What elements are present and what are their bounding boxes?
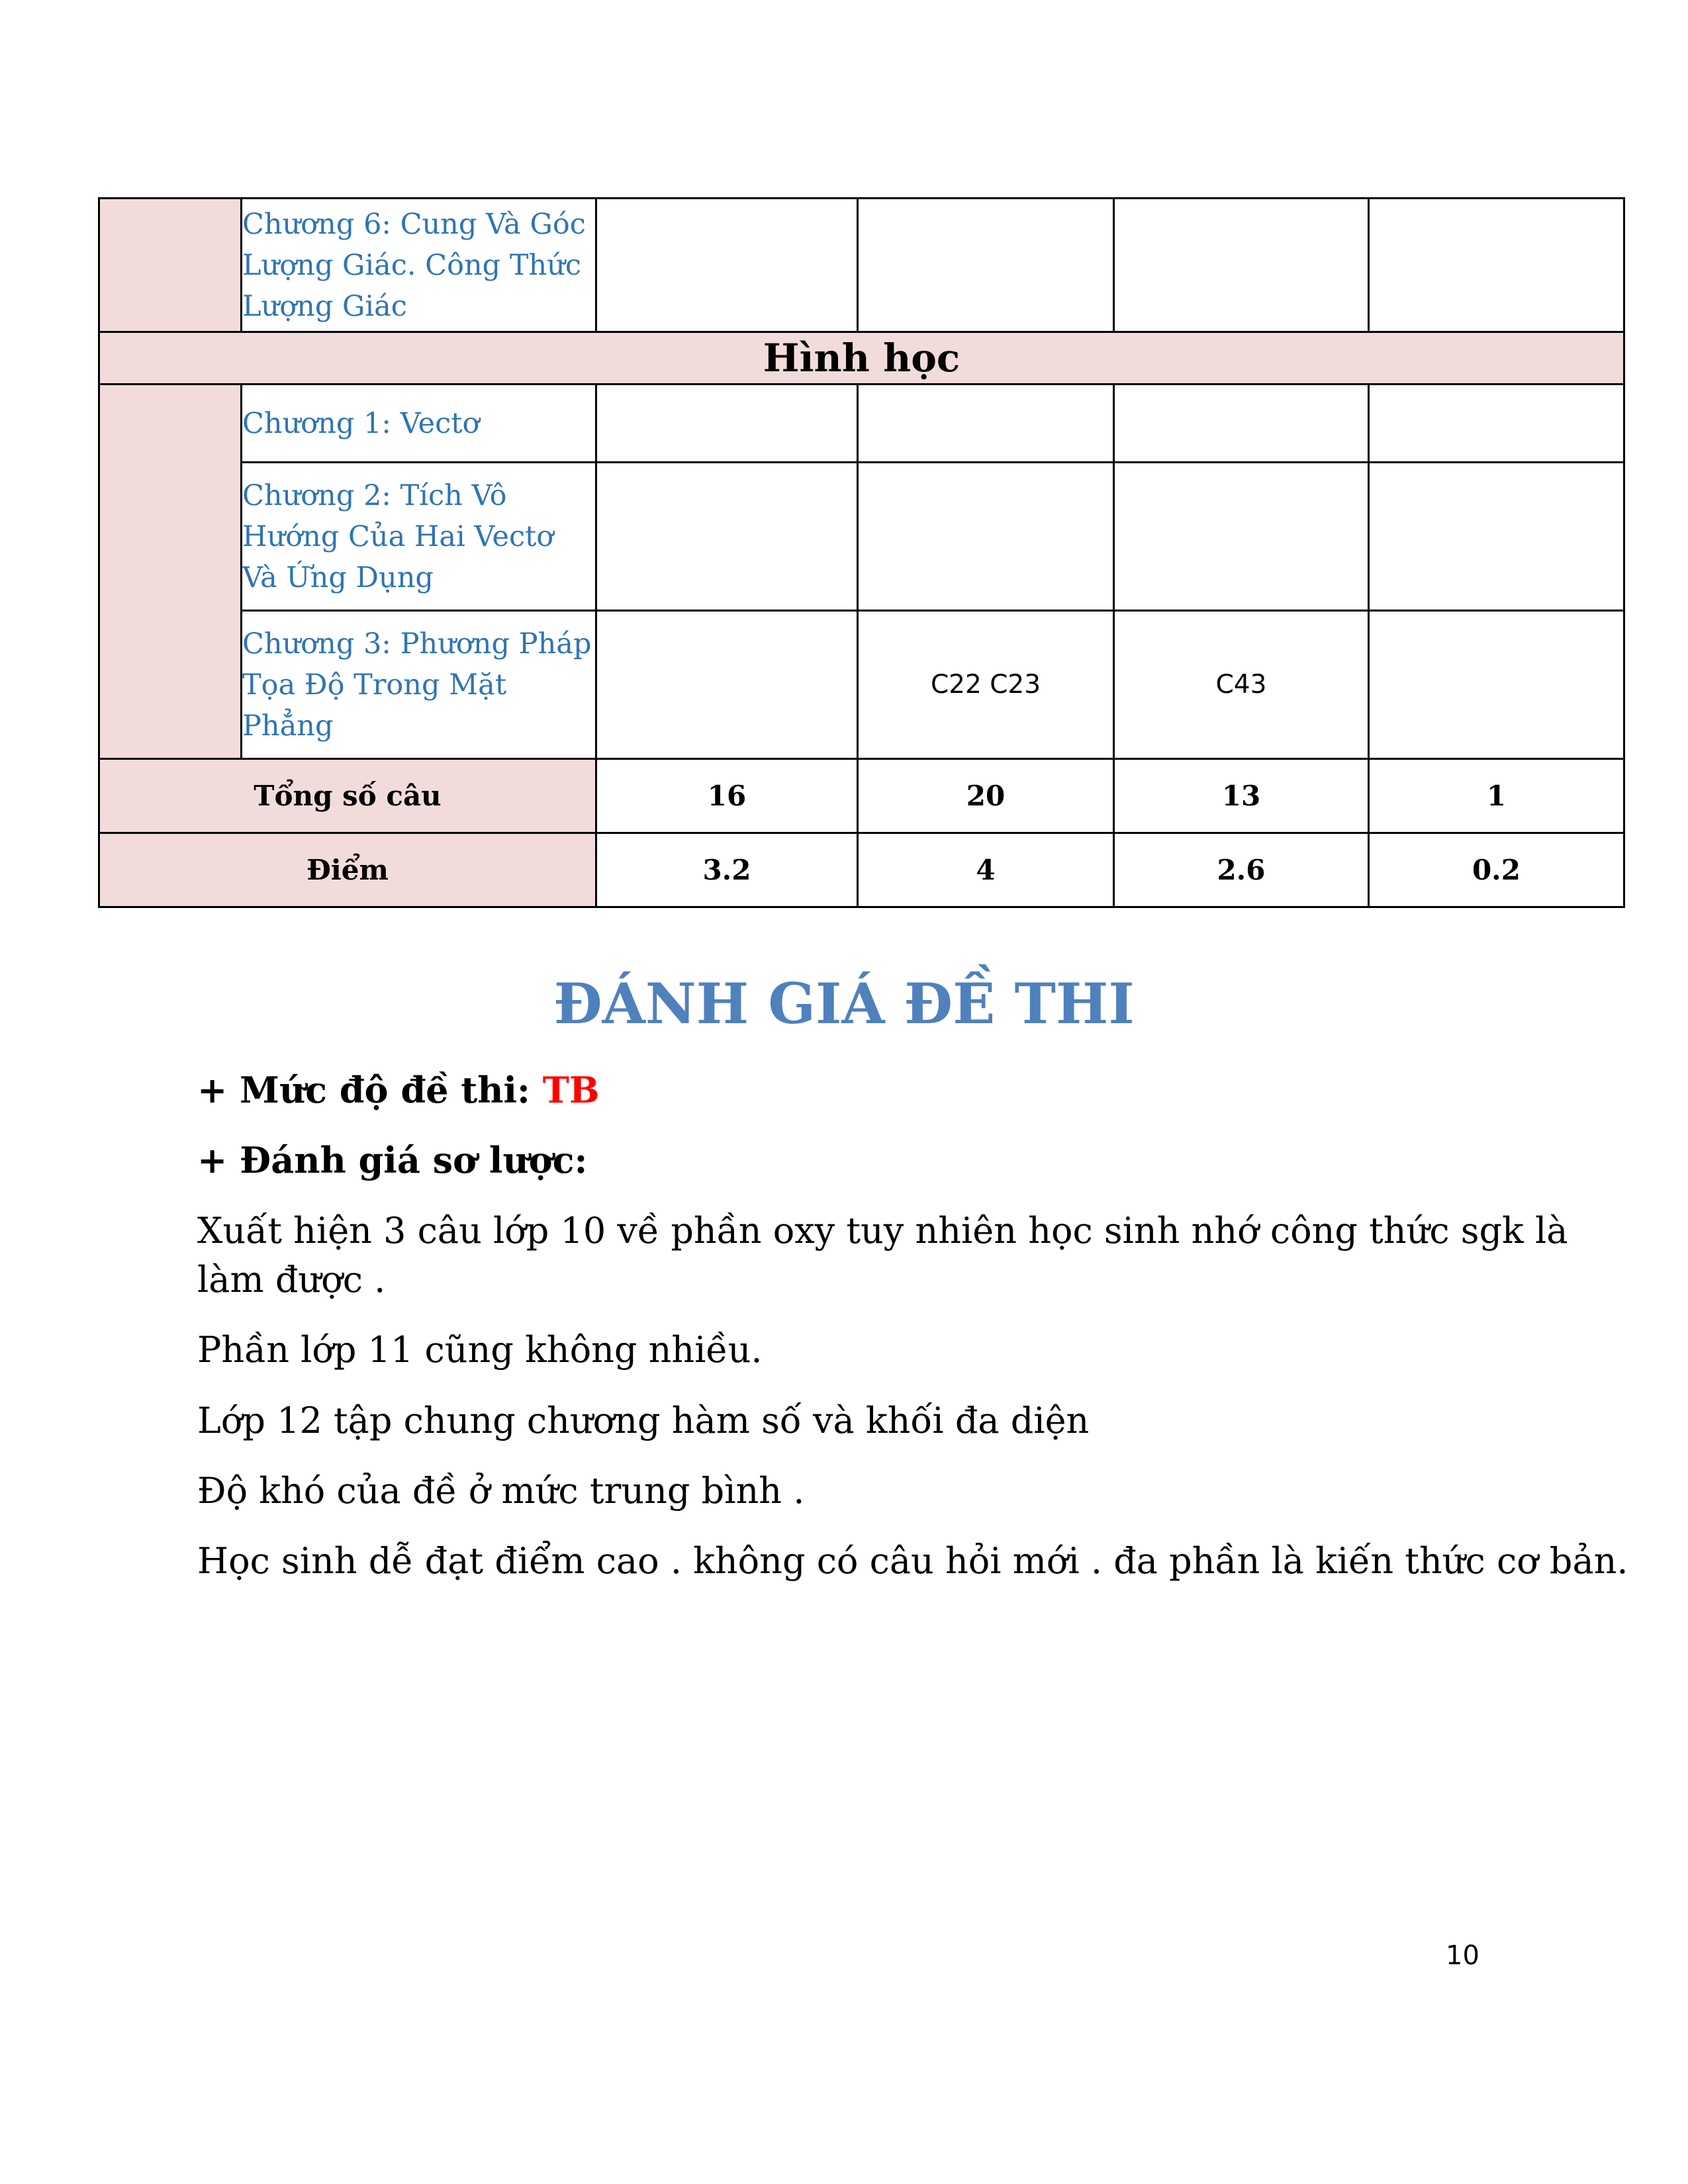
score-value: 3.2 bbox=[596, 833, 858, 907]
total-label: Tổng số câu bbox=[99, 759, 596, 833]
table-row bbox=[99, 199, 1624, 332]
evaluation-paragraph: làm được . bbox=[197, 1259, 386, 1300]
page-number: 10 bbox=[1446, 1940, 1479, 1971]
exam-level-line bbox=[197, 1066, 600, 1115]
table-row bbox=[99, 611, 1624, 759]
table-cell bbox=[858, 463, 1114, 611]
chapter-label: Chương 2: Tích Vô Hướng Của Hai Vectơ Và Ứng Dụng bbox=[242, 463, 596, 611]
table-cell bbox=[1369, 199, 1624, 332]
table-cell bbox=[1369, 611, 1624, 759]
chapter-label: Chương 6: Cung Và Góc Lượng Giác. Công Thức Lượng Giác bbox=[242, 199, 596, 332]
total-value: 13 bbox=[1114, 759, 1369, 833]
table-cell bbox=[596, 611, 858, 759]
question-matrix-table bbox=[98, 197, 1625, 908]
table-row bbox=[99, 463, 1624, 611]
total-value: 16 bbox=[596, 759, 858, 833]
evaluation-paragraph: Học sinh dễ đạt điểm cao . không có câu hỏi mới . đa phần là kiến thức cơ bản. bbox=[197, 1540, 1628, 1582]
total-row bbox=[99, 759, 1624, 833]
table-cell bbox=[596, 199, 858, 332]
table-cell bbox=[1369, 385, 1624, 463]
score-value: 0.2 bbox=[1369, 833, 1624, 907]
table-cell bbox=[596, 385, 858, 463]
evaluation-paragraph: Độ khó của đề ở mức trung bình . bbox=[197, 1470, 805, 1512]
total-value: 20 bbox=[858, 759, 1114, 833]
evaluation-title: ĐÁNH GIÁ ĐỀ THI bbox=[553, 971, 1135, 1036]
score-value: 2.6 bbox=[1114, 833, 1369, 907]
table-cell bbox=[1114, 463, 1369, 611]
exam-level-value: TB bbox=[542, 1069, 600, 1111]
summary-label: + Đánh giá sơ lược: bbox=[197, 1139, 588, 1181]
table-cell bbox=[858, 385, 1114, 463]
score-label: Điểm bbox=[99, 833, 596, 907]
table-cell bbox=[1114, 199, 1369, 332]
total-value: 1 bbox=[1369, 759, 1624, 833]
section-title: Hình học bbox=[99, 332, 1624, 385]
score-value: 4 bbox=[858, 833, 1114, 907]
evaluation-paragraph: Xuất hiện 3 câu lớp 10 về phần oxy tuy nhiên học sinh nhớ công thức sgk là bbox=[197, 1210, 1568, 1251]
evaluation-paragraph: Lớp 12 tập chung chương hàm số và khối đa diện bbox=[197, 1400, 1090, 1441]
group-cell bbox=[99, 385, 242, 759]
chapter-label: Chương 3: Phương Pháp Tọa Độ Trong Mặt Phẳng bbox=[242, 611, 596, 759]
table-cell: C22 C23 bbox=[858, 611, 1114, 759]
evaluation-paragraph: Phần lớp 11 cũng không nhiều. bbox=[197, 1329, 763, 1371]
table-row bbox=[99, 385, 1624, 463]
table-cell bbox=[1114, 385, 1369, 463]
table-cell bbox=[1369, 463, 1624, 611]
exam-level-label: + Mức độ đề thi: bbox=[197, 1069, 543, 1111]
group-cell bbox=[99, 199, 242, 332]
score-row bbox=[99, 833, 1624, 907]
table-cell bbox=[858, 199, 1114, 332]
table-cell: C43 bbox=[1114, 611, 1369, 759]
section-row bbox=[99, 332, 1624, 385]
chapter-label: Chương 1: Vectơ bbox=[242, 385, 596, 463]
table-cell bbox=[596, 463, 858, 611]
